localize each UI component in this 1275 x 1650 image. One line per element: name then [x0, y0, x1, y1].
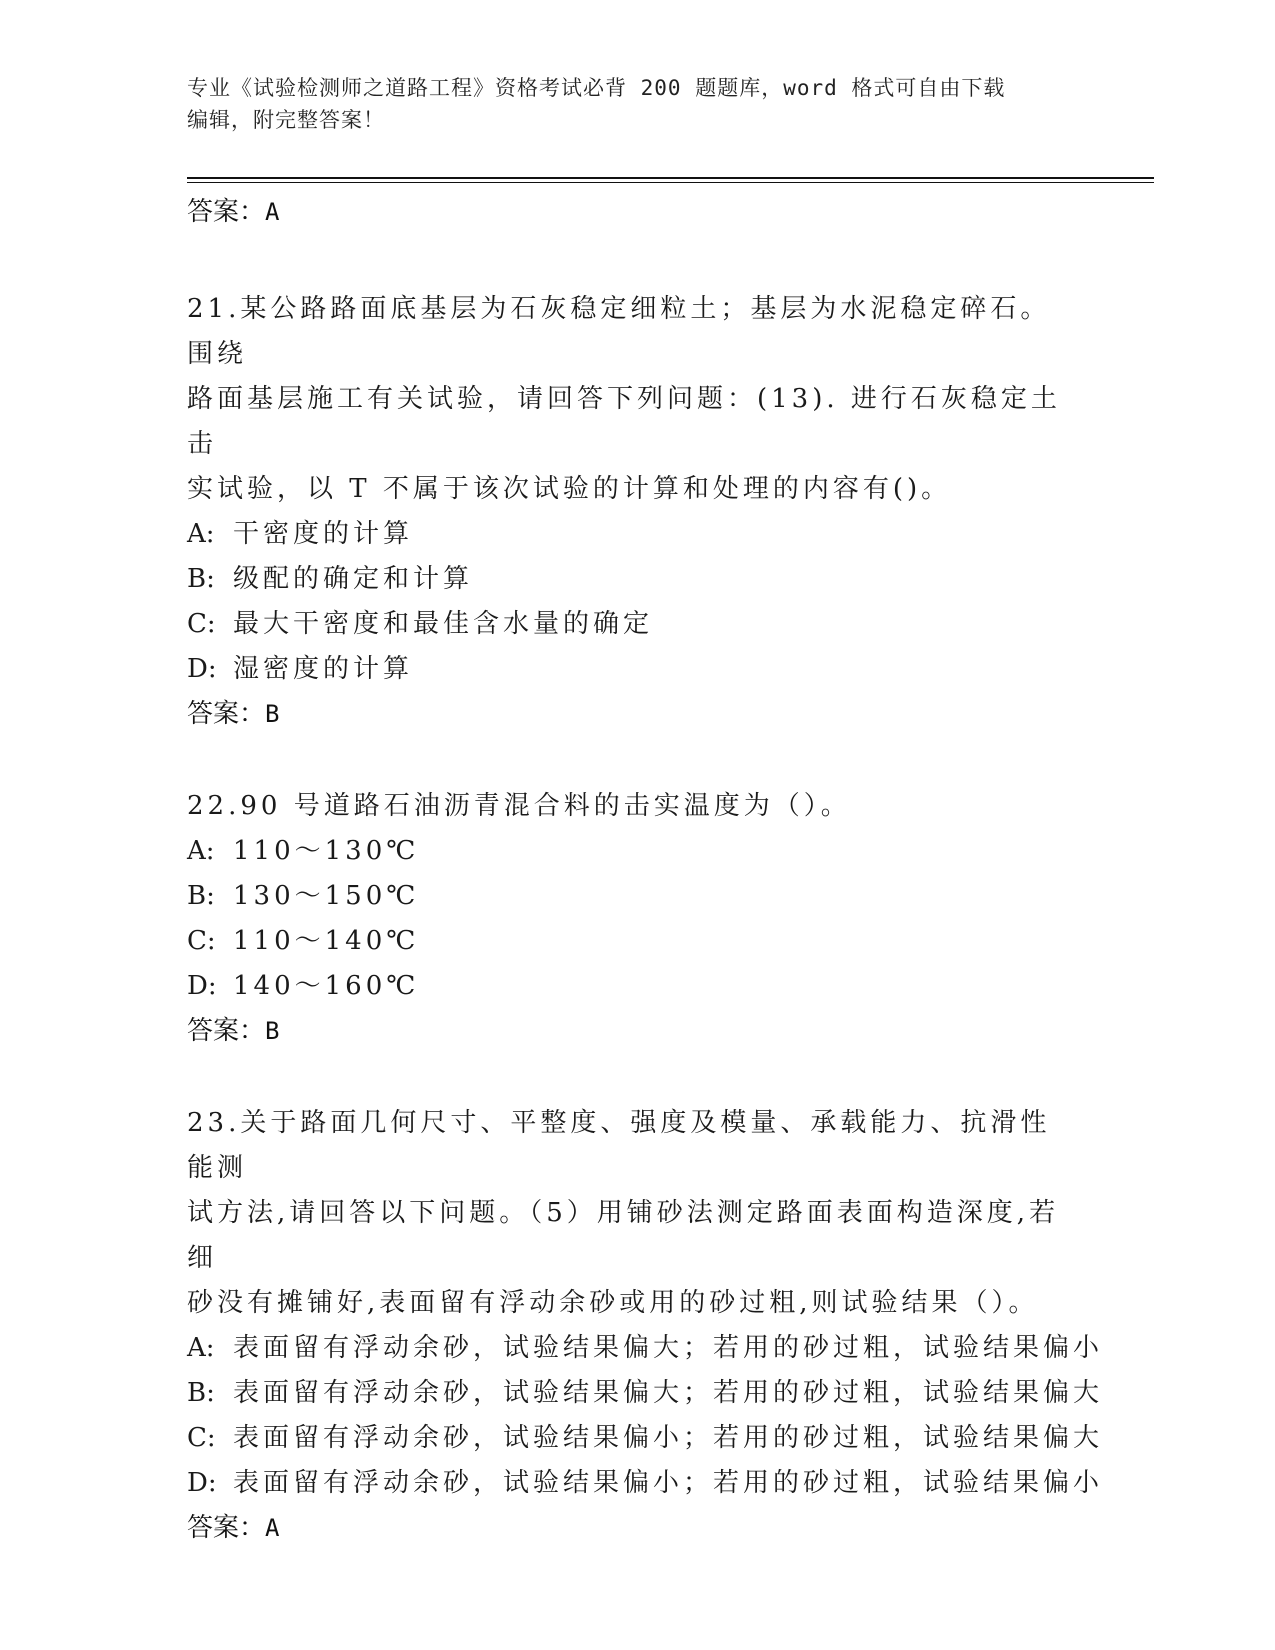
- page-header: [187, 72, 1067, 136]
- question-line: 21.某公路路面底基层为石灰稳定细粒土；基层为水泥稳定碎石。围绕: [187, 294, 1051, 369]
- question-line: 路面基层施工有关试验，请回答下列问题：(13). 进行石灰稳定土击: [187, 384, 1061, 459]
- answer-value: B: [265, 700, 280, 728]
- option-key: C:: [187, 609, 216, 639]
- question-block: [187, 1101, 1104, 1551]
- question-text: [187, 784, 1077, 829]
- option-text: 表面留有浮动余砂，试验结果偏小；若用的砂过粗，试验结果偏大: [233, 1423, 1104, 1453]
- option-text: 表面留有浮动余砂，试验结果偏大；若用的砂过粗，试验结果偏小: [233, 1333, 1104, 1363]
- option-key: D:: [187, 971, 217, 1001]
- answer-value: A: [265, 198, 280, 226]
- option-c: [187, 1416, 1104, 1461]
- option-text: 140～160℃: [233, 971, 420, 1001]
- option-text: 表面留有浮动余砂，试验结果偏大；若用的砂过粗，试验结果偏大: [233, 1378, 1104, 1408]
- option-d: [187, 964, 1087, 1009]
- option-a: [187, 829, 1087, 874]
- question-list: [187, 190, 1104, 1551]
- option-key: C:: [187, 1423, 216, 1453]
- option-text: 表面留有浮动余砂，试验结果偏小；若用的砂过粗，试验结果偏小: [233, 1468, 1104, 1498]
- option-key: B:: [187, 1378, 215, 1408]
- option-text: 110～130℃: [233, 836, 420, 866]
- option-b: [187, 1371, 1104, 1416]
- question-answer: [187, 692, 1087, 737]
- option-d: [187, 647, 1087, 692]
- option-text: 110～140℃: [233, 926, 420, 956]
- header-rule-thin: [187, 182, 1154, 183]
- option-c: [187, 919, 1087, 964]
- question-text: [187, 287, 1077, 512]
- question-answer: [187, 1506, 1087, 1551]
- option-key: C:: [187, 926, 216, 956]
- option-a: [187, 512, 1087, 557]
- option-text: 干密度的计算: [233, 519, 414, 549]
- question-line: 实试验，以 T 不属于该次试验的计算和处理的内容有()。: [187, 474, 952, 504]
- question-line: 砂没有摊铺好,表面留有浮动余砂或用的砂过粗,则试验结果（）。: [187, 1288, 1039, 1318]
- answer-label: 答案：: [187, 699, 266, 729]
- question-line: 试方法,请回答以下问题。（5）用铺砂法测定路面表面构造深度,若细: [187, 1198, 1060, 1273]
- option-a: [187, 1326, 1104, 1371]
- header-line-1: 专业《试验检测师之道路工程》资格考试必背 200 题题库，word 格式可自由下载: [187, 76, 1006, 100]
- question-block: [187, 784, 1087, 1054]
- previous-answer: [187, 190, 1087, 235]
- option-b: [187, 557, 1087, 602]
- option-text: 级配的确定和计算: [233, 564, 474, 594]
- option-b: [187, 874, 1087, 919]
- header-rule-thick: [187, 177, 1154, 179]
- option-key: B:: [187, 564, 215, 594]
- option-key: A:: [187, 836, 215, 866]
- answer-label: 答案：: [187, 1513, 266, 1543]
- question-line: 23.关于路面几何尺寸、平整度、强度及模量、承载能力、抗滑性能测: [187, 1108, 1051, 1183]
- option-key: D:: [187, 654, 217, 684]
- question-block: [187, 287, 1087, 737]
- option-key: A:: [187, 1333, 215, 1363]
- question-text: [187, 1101, 1077, 1326]
- option-key: A:: [187, 519, 215, 549]
- option-key: B:: [187, 881, 215, 911]
- option-d: [187, 1461, 1104, 1506]
- question-line: 22.90 号道路石油沥青混合料的击实温度为（）。: [187, 791, 851, 821]
- answer-label: 答案：: [187, 197, 266, 227]
- option-key: D:: [187, 1468, 217, 1498]
- answer-value: B: [265, 1017, 280, 1045]
- question-answer: [187, 1009, 1087, 1054]
- answer-value: A: [265, 1514, 280, 1542]
- header-line-2: 编辑，附完整答案！: [187, 108, 385, 132]
- option-c: [187, 602, 1087, 647]
- option-text: 130～150℃: [233, 881, 420, 911]
- answer-label: 答案：: [187, 1016, 266, 1046]
- option-text: 湿密度的计算: [233, 654, 414, 684]
- option-text: 最大干密度和最佳含水量的确定: [233, 609, 654, 639]
